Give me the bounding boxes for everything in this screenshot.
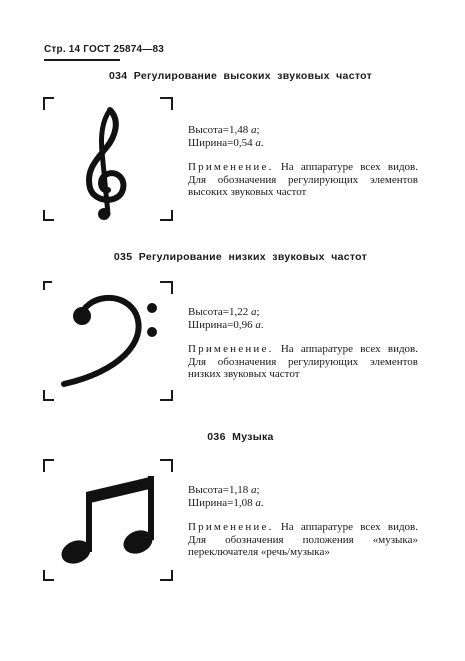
- width-line: Ширина=1,08 a.: [188, 496, 264, 509]
- section-title-036: [8, 431, 465, 443]
- symbol-frame-035: [42, 280, 178, 406]
- description-035: [188, 306, 418, 381]
- bass-clef-icon: [64, 298, 157, 384]
- section-title-text: 036 Музыка: [207, 431, 274, 443]
- height-line: Высота=1,18 a;: [188, 484, 260, 496]
- usage-text: Применение. На аппаратуре всех видов. Для обозначения положения «музыка» переключателя «речь/музыка»: [188, 521, 418, 558]
- section-title-034: [8, 70, 465, 82]
- section-title-text: 035 Регулирование низких звуковых частот: [113, 251, 368, 263]
- description-034: [188, 124, 418, 199]
- section-title-text: 034 Регулирование высоких звуковых частот: [108, 70, 373, 82]
- usage-text: Применение. На аппаратуре всех видов. Для обозначения регулирующих элементов высоких звуковых частот: [188, 161, 418, 198]
- symbol-frame-034: [42, 96, 178, 226]
- treble-clef-icon: [89, 110, 123, 220]
- height-line: Высота=1,22 a;: [188, 306, 260, 318]
- section-title-035: [8, 251, 465, 263]
- description-036: [188, 484, 418, 559]
- page-header: Стр. 14 ГОСТ 25874—83: [44, 44, 164, 55]
- beamed-notes-icon: [58, 476, 156, 568]
- width-line: Ширина=0,54 a.: [188, 136, 264, 149]
- symbol-frame-036: [42, 458, 178, 586]
- height-line: Высота=1,48 a;: [188, 124, 260, 136]
- width-line: Ширина=0,96 a.: [188, 318, 264, 331]
- usage-text: Применение. На аппаратуре всех видов. Для обозначения регулирующих элементов низких звуковых частот: [188, 343, 418, 380]
- header-rule: [44, 59, 120, 61]
